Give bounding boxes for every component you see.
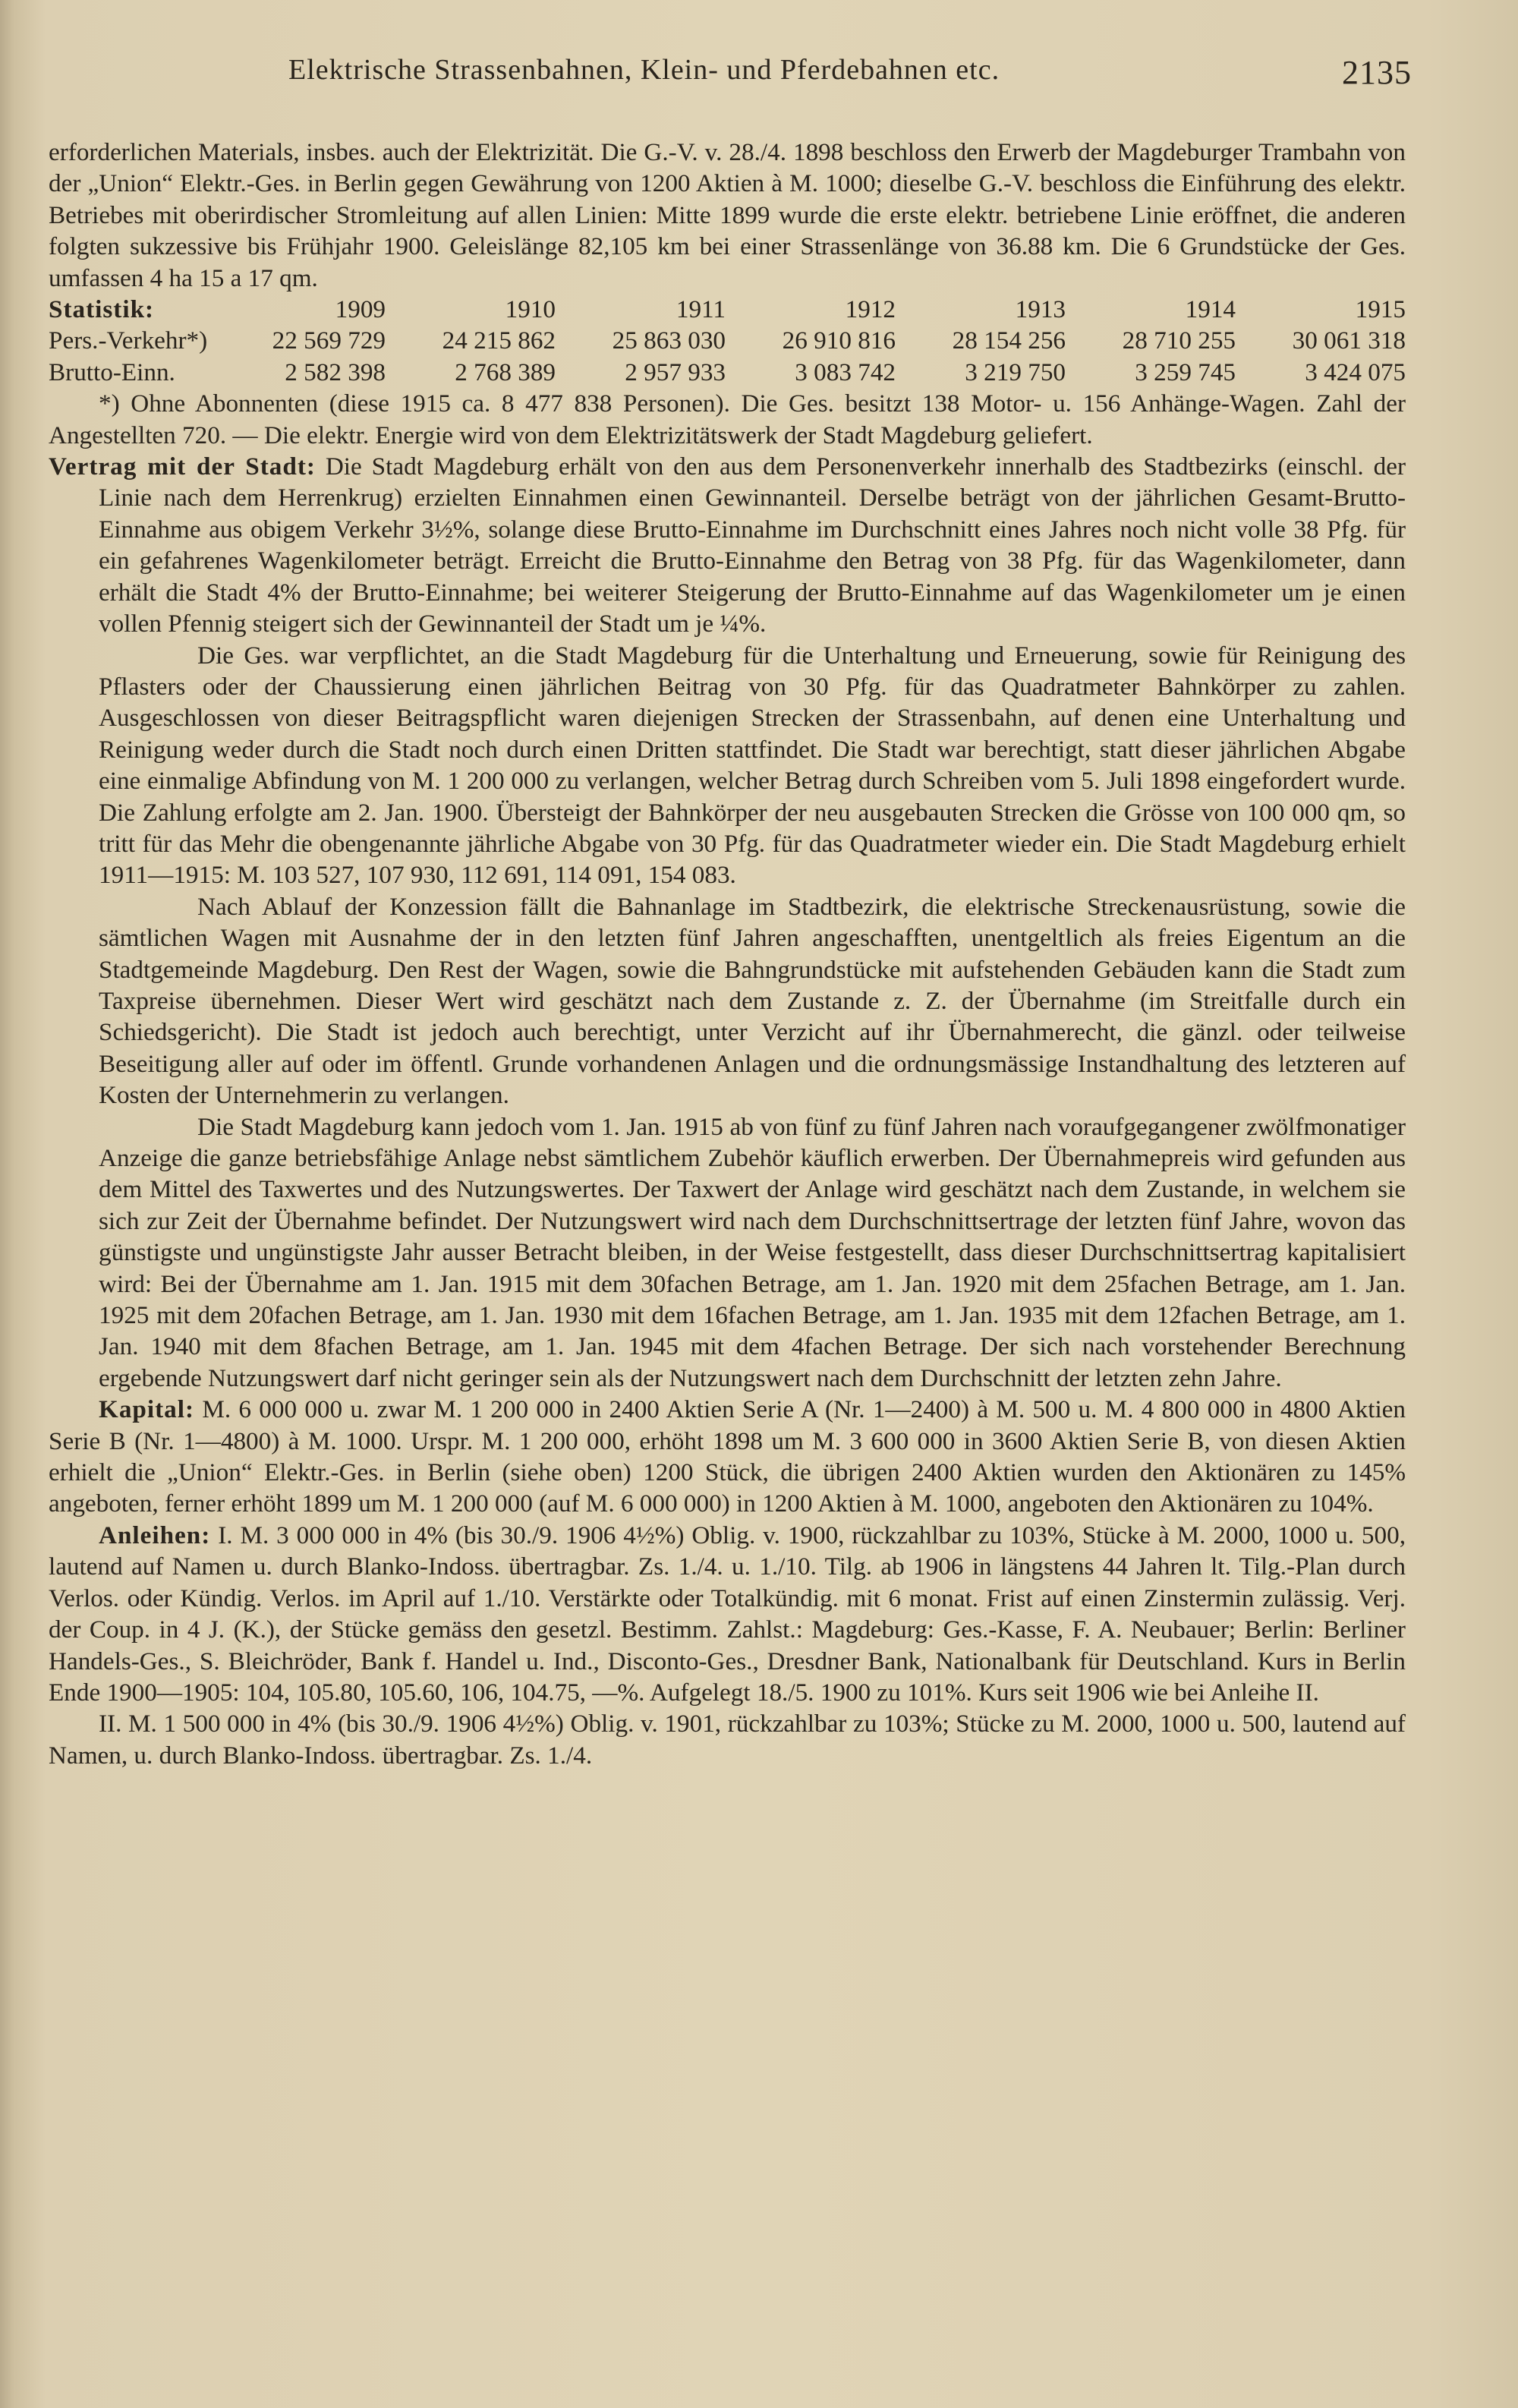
table-row: [49, 357, 1406, 388]
row-label: Brutto-Einn.: [49, 358, 175, 386]
vertrag-paragraph-2: Die Ges. war verpflichtet, an die Stadt Magdeburg für die Unterhaltung und Erneuerung, sowie für Reinigung des Pflasters oder der Chaussierung einen jährlichen Beitrag von 30 Pfg. für das Quadratmeter Bahnkörper zu zahlen. Ausgeschlossen von dieser Beitragspflicht waren diejenigen Strecken der Strassenbahn, auf denen eine Unterhaltung und Reinigung weder durch die Stadt noch durch einen Dritten stattfindet. Die Stadt war berechtigt, statt dieser jährlichen Abgabe eine einmalige Abfindung von M. 1 200 000 zu verlangen, welcher Betrag durch Schreiben vom 5. Juli 1898 eingefordert wurde. Die Zahlung erfolgte am 2. Jan. 1900. Übersteigt der Bahnkörper der neu ausgebauten Strecken die Grösse von 100 000 qm, so tritt für das Mehr die obengenannte jährliche Abgabe von 30 Pfg. für das Quadratmeter wieder ein. Die Stadt Magdeburg erhielt 1911—1915: M. 103 527, 107 930, 112 691, 114 091, 154 083.: [99, 641, 1406, 890]
table-row: [49, 325, 1406, 356]
page-body: [49, 137, 1406, 1771]
year-cell: 1911: [676, 295, 726, 324]
row-label: Pers.-Verkehr*): [49, 326, 208, 355]
table-cell: 3 219 750: [965, 358, 1066, 386]
vertrag-paragraph: [49, 451, 1406, 639]
table-cell: 25 863 030: [612, 326, 726, 355]
vertrag-paragraph-3: Nach Ablauf der Konzession fällt die Bahnanlage im Stadtbezirk, die elektrische Streckenausrüstung, sowie die sämtlichen Wagen mit Ausnahme der in den letzten fünf Jahren angeschafften, unentgeltlich als freies Eigentum an die Stadtgemeinde Magdeburg. Den Rest der Wagen, sowie die Bahngrundstücke mit aufstehenden Gebäuden kann die Stadt zum Taxpreise übernehmen. Dieser Wert wird geschätzt nach dem Zustande z. Z. der Übernahme (im Streitfalle durch ein Schiedsgericht). Die Stadt ist jedoch auch berechtigt, unter Verzicht auf ihr Übernahmerecht, die gänzl. oder teilweise Beseitigung aller auf oder im öffentl. Grunde vorhandenen Anlagen und die ordnungsmässige Instandhaltung des letzteren auf Kosten der Unternehmerin zu verlangen.: [99, 892, 1406, 1110]
kapital-text: M. 6 000 000 u. zwar M. 1 200 000 in 2400 Aktien Serie A (Nr. 1—2400) à M. 500 u. M. 4 800 000 in 4800 Aktien Serie B (Nr. 1—4800) à M. 1000. Urspr. M. 1 200 000, erhöht 1898 um M. 3 600 000 in 3600 Aktien Serie B, von diesen Aktien erhielt die „Union“ Elektr.-Ges. in Berlin (siehe oben) 1200 Stück, die übrigen 2400 Aktien wurden den Aktionären zu 145% angeboten, ferner erhöht 1899 um M. 1 200 000 (auf M. 6 000 000) in 1200 Aktien à M. 1000, angeboten den Aktionären zu 104%.: [49, 1395, 1406, 1518]
year-cell: 1910: [505, 295, 556, 324]
table-cell: 24 215 862: [442, 326, 556, 355]
table-cell: 28 154 256: [952, 326, 1066, 355]
vertrag-text: Die Stadt Magdeburg erhält von den aus dem Personenverkehr innerhalb des Stadtbezirks (einschl. der Linie nach dem Herrenkrug) erzielten Einnahmen einen Gewinnanteil. Derselbe beträgt von der jährlichen Gesamt-Brutto-Einnahme aus obigem Verkehr 3½%, solange diese Brutto-Einnahme im Durchschnitt eines Jahres noch nicht volle 38 Pfg. für ein gefahrenes Wagenkilometer beträgt. Erreicht die Brutto-Einnahme den Betrag von 38 Pfg. für das Wagenkilometer, dann erhält die Stadt 4% der Brutto-Einnahme; bei weiterer Steigerung der Brutto-Einnahme auf das Wagenkilometer um je einen vollen Pfennig steigert sich der Gewinnanteil der Stadt um je ¼%.: [99, 452, 1406, 638]
table-cell: 3 083 742: [795, 358, 896, 386]
anleihen-paragraph: [49, 1520, 1406, 1708]
footnote-paragraph: *) Ohne Abonnenten (diese 1915 ca. 8 477 838 Personen). Die Ges. besitzt 138 Motor- u. 156 Anhänge-Wagen. Zahl der Angestellten 720. — Die elektr. Energie wird von dem Elektrizitätswerk der Stadt Magdeburg geliefert.: [49, 389, 1406, 449]
year-cell: 1912: [845, 295, 896, 324]
page-number: 2135: [1342, 54, 1412, 91]
statistik-header-row: [49, 294, 1406, 325]
table-cell: 22 569 729: [272, 326, 386, 355]
statistik-label: Statistik:: [49, 295, 155, 324]
statistik-table: [49, 294, 1406, 388]
vertrag-label: Vertrag mit der Stadt:: [49, 452, 316, 481]
kapital-label: Kapital:: [99, 1395, 195, 1424]
table-cell: 3 259 745: [1135, 358, 1236, 386]
anleihen-paragraph-2: II. M. 1 500 000 in 4% (bis 30./9. 1906 4½%) Oblig. v. 1901, rückzahlbar zu 103%; Stücke zu M. 2000, 1000 u. 500, lautend auf Namen, u. durch Blanko-Indoss. übertragbar. Zs. 1./4.: [49, 1710, 1406, 1770]
year-cell: 1914: [1185, 295, 1236, 324]
anleihen-text: I. M. 3 000 000 in 4% (bis 30./9. 1906 4½%) Oblig. v. 1900, rückzahlbar zu 103%, Stücke à M. 2000, 1000 u. 500, lautend auf Namen u. durch Blanko-Indoss. übertragbar. Zs. 1./4. u. 1./10. Tilg. ab 1906 in längstens 44 Jahren lt. Tilg.-Plan durch Verlos. oder Kündig. Verlos. im April auf 1./10. Verstärkte oder Totalkündig. mit 6 monat. Frist auf einen Zinstermin zulässig. Verj. der Coup. in 4 J. (K.), der Stücke gemäss den gesetzl. Bestimm. Zahlst.: Magdeburg: Ges.-Kasse, F. A. Neubauer; Berlin: Berliner Handels-Ges., S. Bleichröder, Bank f. Handel u. Ind., Disconto-Ges., Dresdner Bank, Nationalbank für Deutschland. Kurs in Berlin Ende 1900—1905: 104, 105.80, 105.60, 106, 104.75, —%. Aufgelegt 18./5. 1900 zu 101%. Kurs seit 1906 wie bei Anleihe II.: [49, 1521, 1406, 1707]
running-title: Elektrische Strassenbahnen, Klein- und Pferdebahnen etc.: [288, 54, 1000, 86]
anleihen-label: Anleihen:: [99, 1521, 211, 1549]
year-cell: 1915: [1355, 295, 1406, 324]
table-cell: 26 910 816: [782, 326, 896, 355]
table-cell: 2 582 398: [285, 358, 386, 386]
table-cell: 2 957 933: [625, 358, 726, 386]
vertrag-paragraph-4: Die Stadt Magdeburg kann jedoch vom 1. Jan. 1915 ab von fünf zu fünf Jahren nach voraufgegangener zwölfmonatiger Anzeige die ganze betriebsfähige Anlage nebst sämtlichem Zubehör käuflich erwerben. Der Übernahmepreis wird gefunden aus dem Mittel des Taxwertes und des Nutzungswertes. Der Taxwert der Anlage wird geschätzt nach dem Zustande, in welchem sie sich zur Zeit der Übernahme befindet. Der Nutzungswert wird nach dem Durchschnittsertrage der letzten fünf Jahre, wovon das günstigste und ungünstigste Jahr ausser Betracht bleiben, in der Weise festgestellt, dass dieser Durchschnittsertrag kapitalisiert wird: Bei der Übernahme am 1. Jan. 1915 mit dem 30fachen Betrage, am 1. Jan. 1920 mit dem 25fachen Betrage, am 1. Jan. 1925 mit dem 20fachen Betrage, am 1. Jan. 1930 mit dem 16fachen Betrage, am 1. Jan. 1935 mit dem 12fachen Betrage, am 1. Jan. 1940 mit dem 8fachen Betrage, am 1. Jan. 1945 mit dem 4fachen Betrage. Der sich nach vorstehender Berechnung ergebende Nutzungswert darf nicht geringer sein als der Nutzungswert nach dem Durchschnitt der letzten zehn Jahre.: [99, 1112, 1406, 1392]
year-cell: 1913: [1015, 295, 1066, 324]
year-cell: 1909: [335, 295, 386, 324]
table-cell: 30 061 318: [1292, 326, 1406, 355]
kapital-paragraph: [49, 1394, 1406, 1520]
intro-paragraph: erforderlichen Materials, insbes. auch der Elektrizität. Die G.-V. v. 28./4. 1898 beschloss den Erwerb der Magdeburger Trambahn von der „Union“ Elektr.-Ges. in Berlin gegen Gewährung von 1200 Aktien à M. 1000; dieselbe G.-V. beschloss die Einführung des elektr. Betriebes mit oberirdischer Stromleitung auf allen Linien: Mitte 1899 wurde die erste elektr. betriebene Linie eröffnet, die anderen folgten sukzessive bis Frühjahr 1900. Geleislänge 82,105 km bei einer Strassenlänge von 36.88 km. Die 6 Grundstücke der Ges. umfassen 4 ha 15 a 17 qm.: [49, 138, 1406, 292]
table-cell: 2 768 389: [455, 358, 556, 386]
table-cell: 3 424 075: [1305, 358, 1406, 386]
table-cell: 28 710 255: [1122, 326, 1236, 355]
